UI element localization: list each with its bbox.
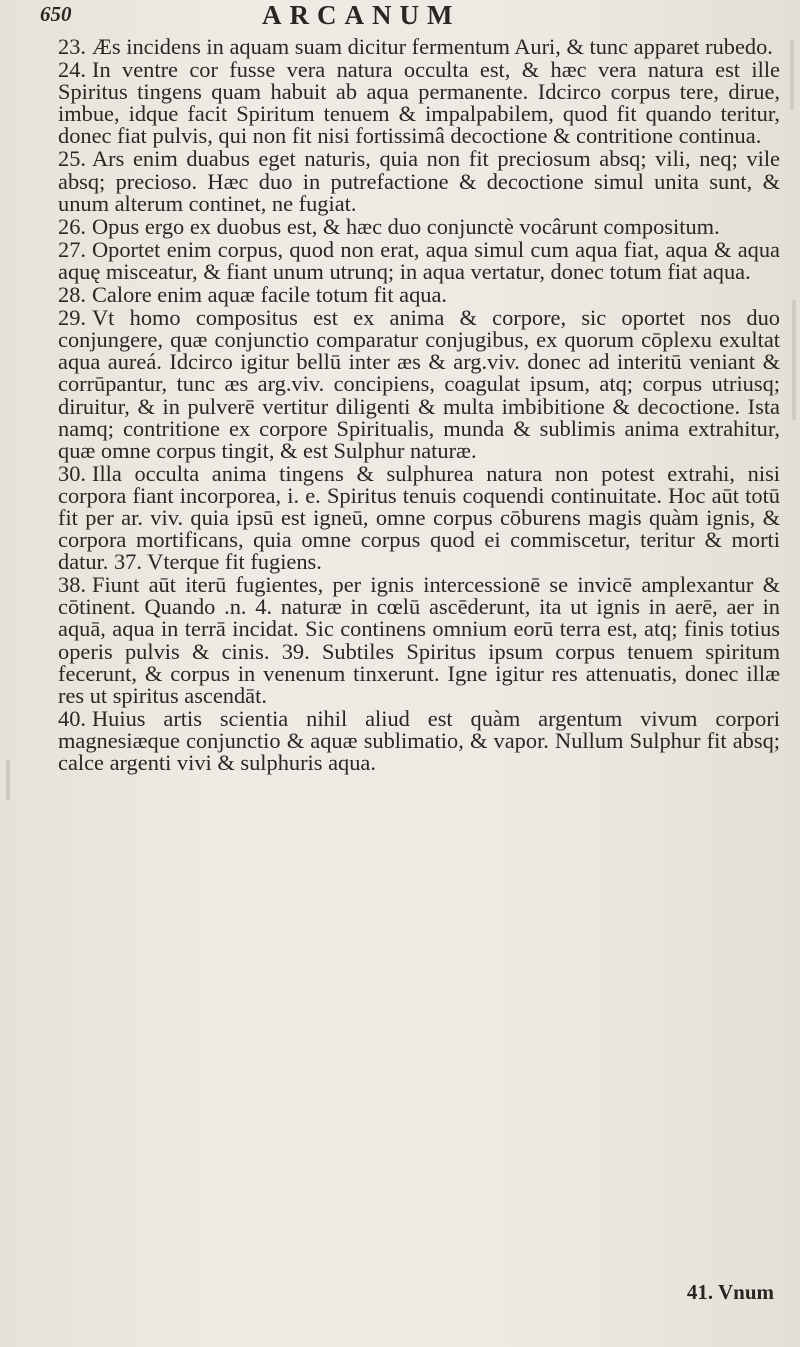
paragraph-text: Huius artis scientia nihil aliud est quàm argentum vivum corpori magnesiæque conjunctio & aquæ sublimatio, & vapor. Nullum Sulphur fit absq; calce argenti vivi & sulphuris aqua. — [58, 705, 780, 775]
paragraph-number: 23. — [58, 34, 86, 59]
page-edge-shadow — [6, 760, 10, 800]
paragraph-number: 30. — [58, 460, 86, 486]
paragraph-text: In ventre cor fusse vera natura occulta est, & hæc vera natura est ille Spiritus tingens quam habuit ab aqua permanente. Idcirco corpus tere, dirue, imbue, idque facit Spiritum tenuem & impalpabilem, quod fit quando teritur, donec fiat pulvis, qui non fit nisi fortissimâ decoctione & contritione continua. — [58, 57, 780, 149]
paragraph-text: Illa occulta anima tingens & sulphurea natura non potest extrahi, nisi corpora fiant incorporea, i. e. Spiritus tenuis coquendi continuitate. Hoc aūt totū fit per ar. viv. quia ipsū est igneū, omne corpus cōburens magis quàm ignis, & corpora mortificans, quia omne corpus quod ei commiscetur, teritur & morti datur. 37. Vterque fit fugiens. — [58, 460, 780, 575]
paragraph-number: 27. — [58, 236, 86, 262]
paragraph-number: 38. — [58, 572, 86, 598]
paragraph-text: Calore enim aquæ facile totum fit aqua. — [92, 282, 448, 308]
paragraph-29 — [58, 307, 780, 462]
catchword: 41. Vnum — [686, 1280, 774, 1304]
paragraph-38 — [58, 574, 780, 707]
page-edge-shadow — [792, 300, 796, 420]
paragraph-number: 40. — [58, 705, 86, 731]
paragraph-text: Ars enim duabus eget naturis, quia non fit preciosum absq; vili, neq; vile absq; precioso. Hæc duo in putrefactione & decoctione simul unita sunt, & unum alterum continet, ne fugiat. — [58, 146, 780, 216]
page-edge-shadow — [790, 40, 794, 110]
paragraph-text: Opus ergo ex duobus est, & hæc duo conjunctè vocârunt compositum. — [92, 213, 720, 239]
paragraph-number: 25. — [58, 146, 86, 172]
paragraph-text: Oportet enim corpus, quod non erat, aqua simul cum aqua fiat, aqua & aqua aquę misceatur, & fiant unum utrunq; in aqua vertatur, donec totum fiat aqua. — [58, 236, 780, 284]
page-header — [40, 0, 780, 30]
paragraph-text: Vt homo compositus est ex anima & corpore, sic oportet nos duo conjungere, quæ conjunctio comparatur conjugibus, ex quorum cōplexu exultat aqua aureá. Idcirco igitur bellū inter æs & arg.viv. donec ad interitū veniant & corrūpantur, tunc æs arg.viv. concipiens, coagulat ipsum, atq; corpus utriusq; diruitur, & in pulverē vertitur diligenti & multa imbibitione & decoctione. Ista namq; contritione ex corpore Spiritualis, munda & sublimis anima extrahitur, quæ omne corpus tingit, & est Sulphur naturæ. — [58, 305, 780, 463]
paragraph-text: Æs incidens in aquam suam dicitur fermentum Auri, & tunc apparet rubedo. — [92, 34, 773, 59]
running-title: ARCANUM — [262, 0, 461, 30]
paragraph-26 — [58, 213, 780, 239]
page-number: 650 — [40, 2, 72, 26]
paragraph-text: Fiunt aūt iterū fugientes, per ignis intercessionē se invicē amplexantur & cōtinent. Quando .n. 4. naturæ in cœlū ascēderunt, ita ut ignis in aerē, aer in aquā, aqua in terrā incidat. Sic continens omnium eorū terra est, atq; finis totius operis pulvis & cinis. 39. Subtiles Spiritus ipsum corpus tenuem spiritum fecerunt, & corpus in venenum tinxerunt. Igne igitur res attenuatis, donec illæ res ut spiritus ascendāt. — [58, 572, 780, 708]
paragraph-number: 28. — [58, 282, 86, 308]
paragraph-40 — [58, 705, 780, 775]
paragraph-27 — [58, 236, 780, 284]
paragraph-30 — [58, 460, 780, 575]
paragraph-24 — [58, 59, 780, 147]
body-text — [58, 36, 780, 775]
paragraph-25 — [58, 148, 780, 214]
paragraph-28 — [58, 284, 780, 306]
paragraph-number: 26. — [58, 213, 86, 239]
paragraph-number: 24. — [58, 57, 86, 83]
paragraph-number: 29. — [58, 305, 86, 331]
paragraph-23 — [58, 36, 780, 58]
